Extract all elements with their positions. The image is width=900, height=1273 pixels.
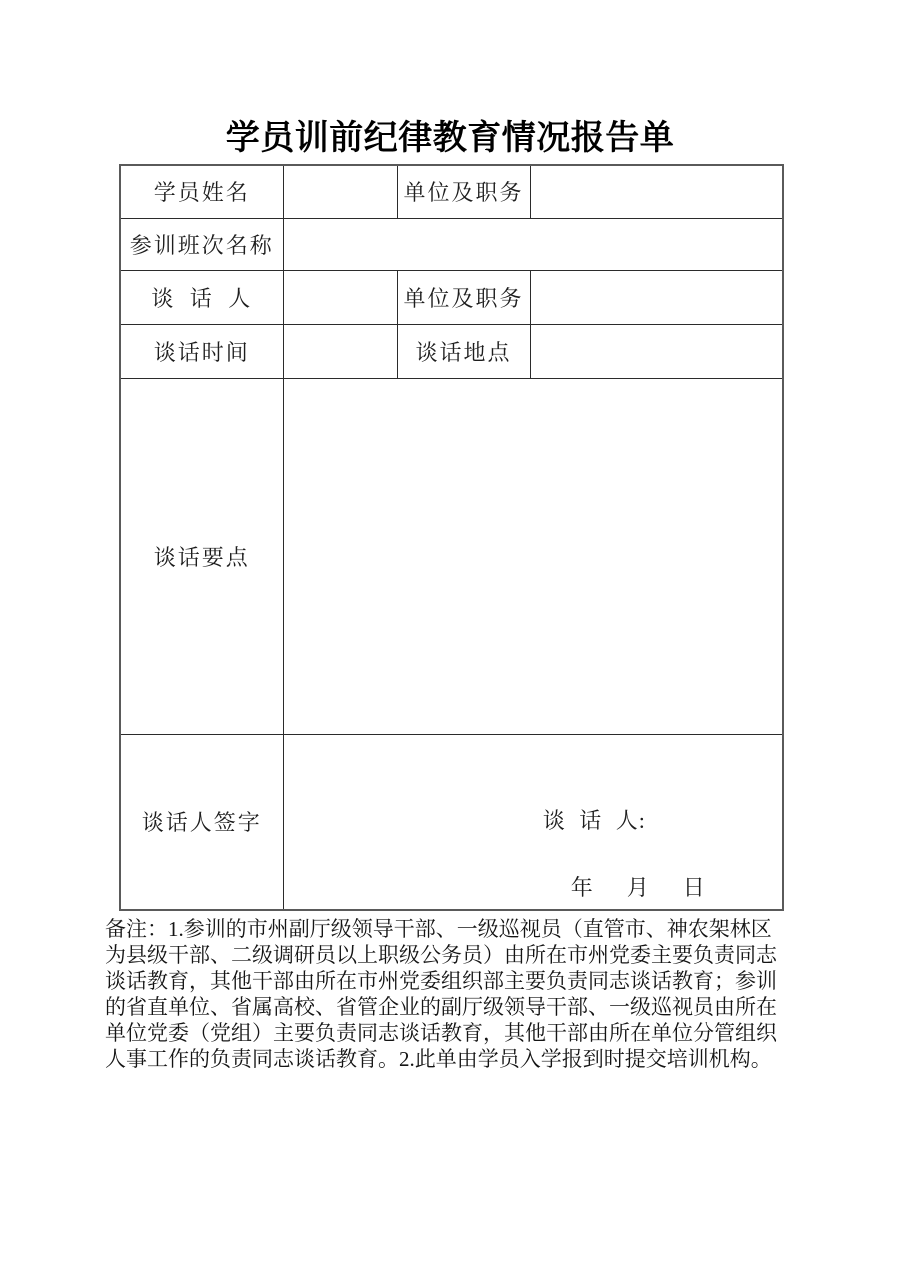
row-class-name bbox=[120, 218, 783, 270]
talk-time-label: 谈话时间 bbox=[120, 324, 283, 378]
class-name-field[interactable] bbox=[283, 218, 783, 270]
signature-area bbox=[284, 742, 783, 902]
talk-time-field[interactable] bbox=[283, 324, 397, 378]
student-name-field[interactable] bbox=[283, 165, 397, 218]
row-signature bbox=[120, 734, 783, 910]
class-name-label: 参训班次名称 bbox=[120, 218, 283, 270]
talk-points-label: 谈话要点 bbox=[120, 378, 283, 734]
interviewer-label: 谈 话 人 bbox=[120, 270, 283, 324]
signature-interviewer-line: 谈 话 人: bbox=[542, 807, 646, 833]
footnote-line-3: 谈话教育，其他干部由所在市州党委组织部主要负责同志谈话教育；参训 bbox=[105, 969, 777, 993]
row-interviewer bbox=[120, 270, 783, 324]
talk-place-label: 谈话地点 bbox=[397, 324, 530, 378]
student-name-label: 学员姓名 bbox=[120, 165, 283, 218]
footnote-line-1: 备注：1.参训的市州副厅级领导干部、一级巡视员（直管市、神农架林区 bbox=[105, 917, 772, 941]
row-talk-points bbox=[120, 378, 783, 734]
footnote-line-2: 为县级干部、二级调研员以上职级公务员）由所在市州党委主要负责同志 bbox=[105, 943, 777, 967]
report-form-table bbox=[119, 164, 784, 911]
interviewer-field[interactable] bbox=[283, 270, 397, 324]
row-talk-time-place bbox=[120, 324, 783, 378]
footnote-line-4: 的省直单位、省属高校、省管企业的副厅级领导干部、一级巡视员由所在 bbox=[105, 995, 777, 1019]
talk-points-field[interactable] bbox=[283, 378, 783, 734]
footnote bbox=[105, 916, 797, 1072]
footnote-line-5: 单位党委（党组）主要负责同志谈话教育，其他干部由所在单位分管组织 bbox=[105, 1021, 777, 1045]
signature-label: 谈话人签字 bbox=[120, 734, 283, 910]
unit-position-label-1: 单位及职务 bbox=[397, 165, 530, 218]
document-title: 学员训前纪律教育情况报告单 bbox=[225, 119, 675, 157]
row-student-name bbox=[120, 165, 783, 218]
signature-date-line: 年 月 日 bbox=[570, 874, 711, 900]
unit-position-label-2: 单位及职务 bbox=[397, 270, 530, 324]
talk-place-field[interactable] bbox=[530, 324, 783, 378]
unit-position-field-2[interactable] bbox=[530, 270, 783, 324]
footnote-line-6: 人事工作的负责同志谈话教育。2.此单由学员入学报到时提交培训机构。 bbox=[105, 1047, 772, 1071]
unit-position-field-1[interactable] bbox=[530, 165, 783, 218]
signature-field[interactable] bbox=[283, 734, 783, 910]
